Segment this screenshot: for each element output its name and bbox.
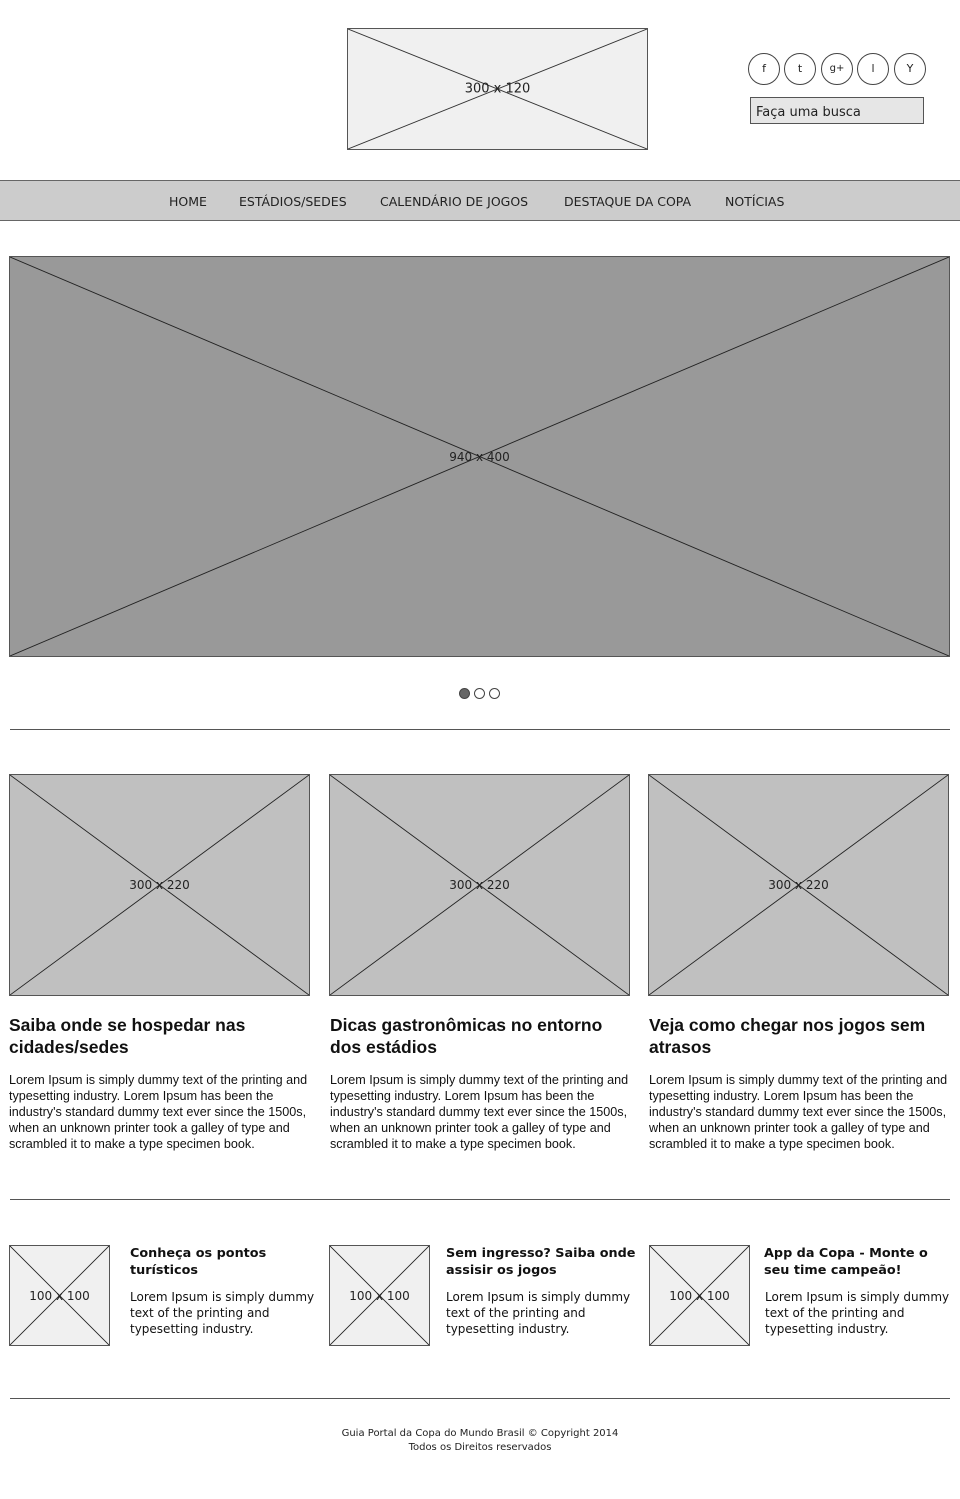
feature-image-size-label: 100 x 100 — [29, 1288, 90, 1303]
feature-image-3[interactable] — [649, 1245, 750, 1346]
logo-placeholder[interactable] — [347, 28, 648, 150]
footer-rights: Todos os Direitos reservados — [408, 1442, 552, 1453]
footer-copyright: Guia Portal da Copa do Mundo Brasil © Copyright 2014 — [341, 1428, 619, 1439]
card-title-3[interactable]: Veja como chegar nos jogos sem atrasos — [649, 1015, 926, 1057]
feature-image-size-label: 100 x 100 — [349, 1288, 410, 1303]
hero-slider[interactable] — [9, 256, 950, 657]
slider-dot-2[interactable] — [474, 688, 485, 699]
main-nav — [0, 180, 960, 221]
card-text-3: Lorem Ipsum is simply dummy text of the printing and typesetting industry. Lorem Ipsum has been the industry's standard dummy text ever since the 1500s, when an unknown printer took a galley of type and scrambled it to make a type specimen book. — [649, 1073, 948, 1151]
google-plus-icon[interactable]: g+ — [821, 53, 853, 85]
card-image-2[interactable] — [329, 774, 630, 996]
twitter-icon[interactable]: t — [784, 53, 816, 85]
feature-title-3[interactable]: App da Copa - Monte o seu time campeão! — [764, 1246, 928, 1278]
feature-image-2[interactable] — [329, 1245, 430, 1346]
feature-image-1[interactable] — [9, 1245, 110, 1346]
card-image-1[interactable] — [9, 774, 310, 996]
card-title-1[interactable]: Saiba onde se hospedar nas cidades/sedes — [9, 1015, 246, 1057]
logo-size-label: 300 x 120 — [464, 81, 531, 97]
card-image-3[interactable] — [648, 774, 949, 996]
nav-item-estadios[interactable]: ESTÁDIOS/SEDES — [239, 194, 347, 209]
feature-text-2: Lorem Ipsum is simply dummy text of the printing and typesetting industry. — [446, 1290, 631, 1336]
nav-item-home[interactable]: HOME — [169, 194, 207, 209]
feature-image-size-label: 100 x 100 — [669, 1288, 730, 1303]
nav-item-noticias[interactable]: NOTÍCIAS — [725, 194, 785, 209]
facebook-icon[interactable]: f — [748, 53, 780, 85]
feature-text-1: Lorem Ipsum is simply dummy text of the printing and typesetting industry. — [130, 1290, 315, 1336]
slider-dot-3[interactable] — [489, 688, 500, 699]
youtube-icon[interactable]: Y — [894, 53, 926, 85]
card-title-2[interactable]: Dicas gastronômicas no entorno dos estádios — [330, 1015, 603, 1057]
feature-text-3: Lorem Ipsum is simply dummy text of the printing and typesetting industry. — [765, 1290, 950, 1336]
divider — [10, 1398, 950, 1399]
feature-title-1[interactable]: Conheça os pontos turísticos — [130, 1246, 267, 1278]
card-text-1: Lorem Ipsum is simply dummy text of the printing and typesetting industry. Lorem Ipsum has been the industry's standard dummy text ever since the 1500s, when an unknown printer took a galley of type and scrambled it to make a type specimen book. — [9, 1073, 308, 1151]
nav-item-calendario[interactable]: CALENDÁRIO DE JOGOS — [380, 194, 529, 209]
card-text-2: Lorem Ipsum is simply dummy text of the printing and typesetting industry. Lorem Ipsum has been the industry's standard dummy text ever since the 1500s, when an unknown printer took a galley of type and scrambled it to make a type specimen book. — [330, 1073, 629, 1151]
feature-title-2[interactable]: Sem ingresso? Saiba onde assisir os jogos — [446, 1246, 636, 1278]
card-image-size-label: 300 x 220 — [768, 878, 829, 892]
hero-size-label: 940 x 400 — [449, 449, 510, 464]
divider — [10, 1199, 950, 1200]
nav-item-destaque[interactable]: DESTAQUE DA COPA — [564, 194, 692, 209]
divider — [10, 729, 950, 730]
search-input[interactable] — [750, 97, 924, 124]
slider-dot-1[interactable] — [459, 688, 470, 699]
card-image-size-label: 300 x 220 — [129, 878, 190, 892]
linkedin-icon[interactable]: l — [857, 53, 889, 85]
card-image-size-label: 300 x 220 — [449, 878, 510, 892]
